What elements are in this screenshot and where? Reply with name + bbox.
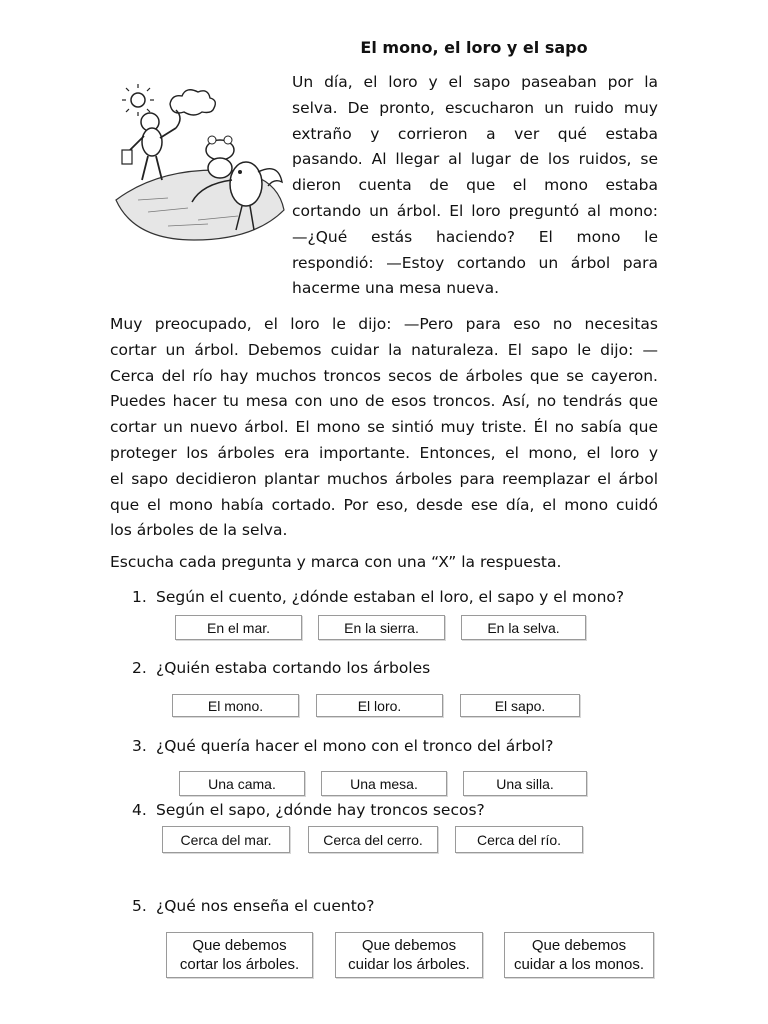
- intro-line: hacerme una mesa nueva.: [292, 279, 500, 298]
- question-text: Según el cuento, ¿dónde estaban el loro, el sapo y el mono?: [156, 588, 625, 606]
- intro-line: —¿Qué estás haciendo? El mono le: [292, 227, 658, 246]
- intro-line: Un día, el loro y el sapo paseaban por la: [292, 73, 658, 91]
- story-paragraph: [110, 312, 658, 544]
- question-4: [132, 801, 485, 819]
- intro-line: respondió: —Estoy cortando un árbol para: [292, 253, 658, 272]
- story-line: el sapo decidieron plantar muchos árboles para reemplazar el árbol: [110, 469, 658, 488]
- answer-option-5c[interactable]: Que debemos cuidar a los monos.: [504, 932, 654, 978]
- intro-line: extraño y corrieron a ver qué estaba: [292, 124, 658, 143]
- story-line: proteger los árboles era importante. Entonces, el mono, el loro y: [110, 443, 658, 462]
- intro-line: pasando. Al llegar al lugar de los ruidos, se: [292, 150, 658, 169]
- answer-option-3c[interactable]: Una silla.: [463, 771, 587, 796]
- story-line: Muy preocupado, el loro le dijo: —Pero para eso no necesitas: [110, 315, 658, 333]
- answer-option-5b[interactable]: Que debemos cuidar los árboles.: [335, 932, 483, 978]
- answer-option-2a[interactable]: El mono.: [172, 694, 299, 717]
- question-1: [132, 588, 624, 606]
- story-line: Cerca del río hay muchos troncos secos de árboles que se cayeron.: [110, 366, 658, 385]
- answer-option-4a[interactable]: Cerca del mar.: [162, 826, 290, 853]
- answer-option-1a[interactable]: En el mar.: [175, 615, 302, 640]
- question-text: ¿Qué nos enseña el cuento?: [156, 897, 375, 915]
- intro-line: cortando un árbol. El loro preguntó al mono:: [292, 201, 658, 220]
- question-text: ¿Quién estaba cortando los árboles: [156, 659, 431, 677]
- answer-option-3b[interactable]: Una mesa.: [321, 771, 447, 796]
- question-number: 2.: [132, 659, 147, 677]
- question-5: [132, 897, 375, 915]
- question-text: ¿Qué quería hacer el mono con el tronco del árbol?: [156, 737, 554, 755]
- story-line: Puedes hacer tu mesa con uno de esos troncos. Así, no tendrás que: [110, 392, 658, 411]
- story-line: cortar un nuevo árbol. El mono se sintió muy triste. Él no sabía que: [110, 418, 658, 437]
- story-line: cortar un árbol. Debemos cuidar la naturaleza. El sapo le dijo: —: [110, 340, 658, 359]
- answer-option-5a[interactable]: Que debemos cortar los árboles.: [166, 932, 313, 978]
- question-text: Según el sapo, ¿dónde hay troncos secos?: [156, 801, 485, 819]
- question-number: 3.: [132, 737, 147, 755]
- intro-line: dieron cuenta de que el mono estaba: [292, 176, 658, 195]
- answer-option-2c[interactable]: El sapo.: [460, 694, 580, 717]
- intro-line: selva. De pronto, escucharon un ruido muy: [292, 98, 658, 117]
- answer-option-3a[interactable]: Una cama.: [179, 771, 305, 796]
- story-line: los árboles de la selva.: [110, 521, 288, 540]
- question-number: 5.: [132, 897, 147, 915]
- story-title: El mono, el loro y el sapo: [360, 38, 588, 57]
- question-number: 1.: [132, 588, 147, 606]
- instruction-text: Escucha cada pregunta y marca con una “X” la respuesta.: [110, 553, 562, 571]
- answer-option-1c[interactable]: En la selva.: [461, 615, 586, 640]
- question-3: [132, 737, 554, 755]
- story-line: que el mono había cortado. Por eso, desde ese día, el mono cuidó: [110, 495, 658, 514]
- intro-paragraph: [292, 70, 658, 302]
- question-number: 4.: [132, 801, 147, 819]
- answer-option-4c[interactable]: Cerca del río.: [455, 826, 583, 853]
- answer-option-1b[interactable]: En la sierra.: [318, 615, 445, 640]
- question-2: [132, 659, 430, 677]
- monkey-parrot-frog-illustration-icon: [108, 80, 288, 250]
- answer-option-4b[interactable]: Cerca del cerro.: [308, 826, 438, 853]
- answer-option-2b[interactable]: El loro.: [316, 694, 443, 717]
